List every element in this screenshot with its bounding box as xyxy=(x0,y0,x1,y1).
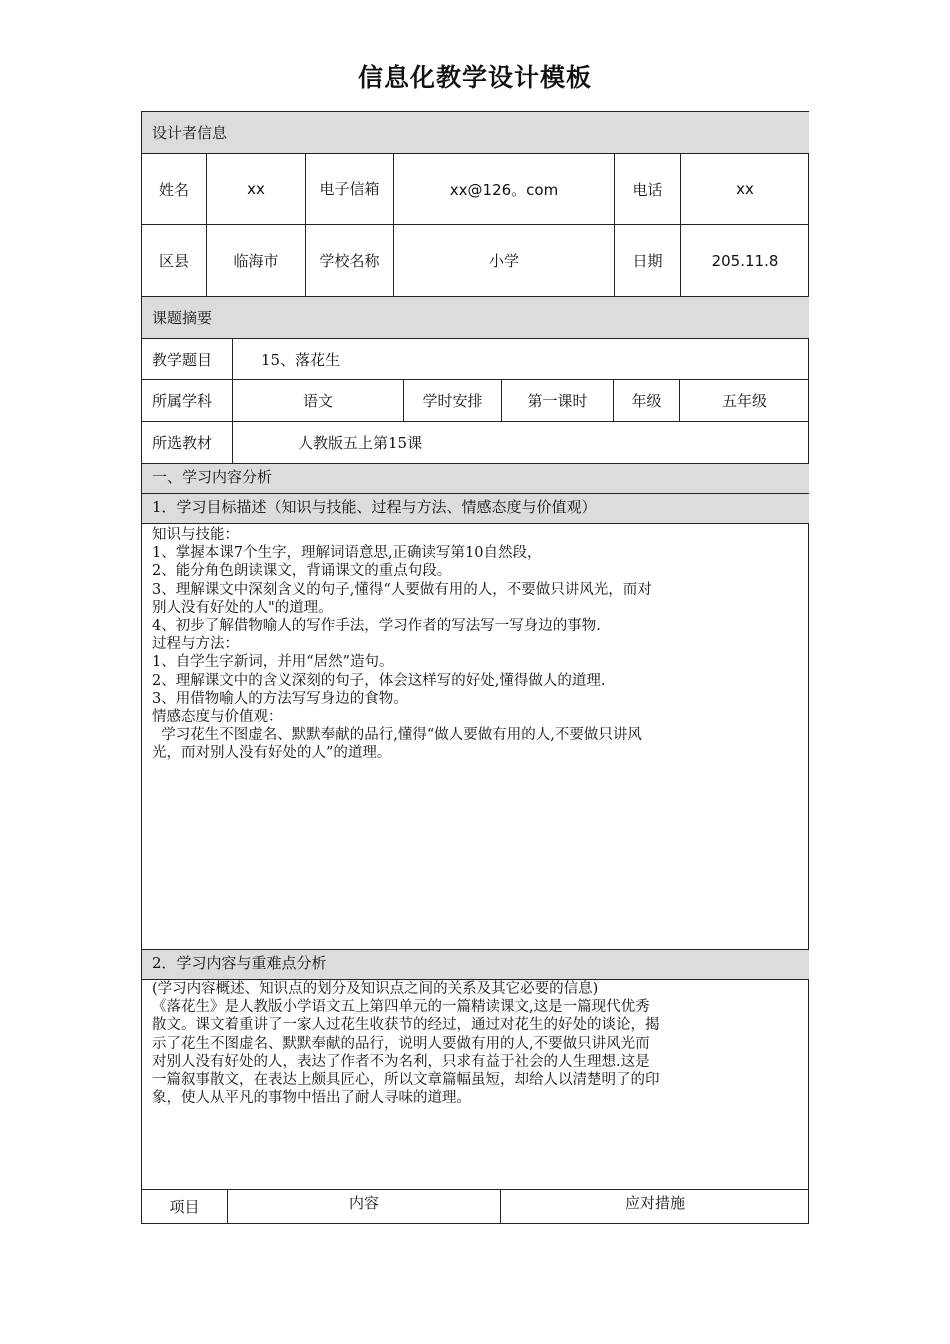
content-line: 象，使人从平凡的事物中悟出了耐人寻味的道理。 xyxy=(152,1090,471,1107)
design-table xyxy=(141,111,809,1224)
date-value: 205.11.8 xyxy=(681,225,809,297)
name-value: xx xyxy=(207,154,306,225)
district-value: 临海市 xyxy=(207,225,306,297)
goal-line: 1、自学生字新词，并用“居然”造句。 xyxy=(152,654,394,671)
subject-value: 语文 xyxy=(233,380,404,422)
subject-label: 所属学科 xyxy=(142,380,233,422)
goal-line: 2、能分角色朗读课文，背诵课文的重点句段。 xyxy=(152,563,452,580)
name-label: 姓名 xyxy=(142,154,207,225)
topic-value: 15、落花生 xyxy=(233,339,809,380)
goal-line: 3、用借物喻人的方法写写身边的食物。 xyxy=(152,690,408,707)
email-value: xx@126。com xyxy=(394,154,615,225)
goal-line: 别人没有好处的人"的道理。 xyxy=(152,599,333,616)
goal-header: 1．学习目标描述（知识与技能、过程与方法、情感态度与价值观） xyxy=(142,494,809,524)
goal-line: 光，而对别人没有好处的人”的道理。 xyxy=(152,745,392,762)
date-label: 日期 xyxy=(615,225,681,297)
table-header-item: 项目 xyxy=(142,1190,228,1223)
goal-text xyxy=(142,526,809,763)
textbook-label: 所选教材 xyxy=(142,422,233,464)
designer-info-header: 设计者信息 xyxy=(142,112,809,154)
school-label xyxy=(306,225,394,297)
goal-line: 知识与技能： xyxy=(152,527,239,543)
goal-line: 过程与方法： xyxy=(152,636,239,653)
goal-line: 1、掌握本课7个生字，理解词语意思,正确读写第10自然段， xyxy=(152,545,542,562)
schedule-value: 第一课时 xyxy=(502,380,614,422)
table-header-measures: 应对措施 xyxy=(624,1194,685,1212)
content-text xyxy=(142,980,809,1107)
grade-label: 年级 xyxy=(614,380,680,422)
content-line: 散文。课文着重讲了一家人过花生收获节的经过，通过对花生的好处的谈论，揭 xyxy=(152,1017,660,1034)
email-label-text: 电子信箱 xyxy=(319,180,380,198)
goal-line: 情感态度与价值观： xyxy=(152,709,283,726)
content-line: (学习内容概述、知识点的划分及知识点之间的关系及其它必要的信息) xyxy=(152,981,599,997)
summary-header: 课题摘要 xyxy=(142,297,809,339)
page-title: 信息化教学设计模板 xyxy=(357,63,592,92)
content-line: 一篇叙事散文，在表达上颇具匠心，所以文章篇幅虽短，却给人以清楚明了的印 xyxy=(152,1072,660,1089)
textbook-value: 人教版五上第15课 xyxy=(233,422,809,464)
table-header-content: 内容 xyxy=(228,1190,501,1223)
school-value: 小学 xyxy=(394,225,615,297)
content-line: 对别人没有好处的人，表达了作者不为名利，只求有益于社会的人生理想.这是 xyxy=(152,1053,650,1070)
goal-line: 学习花生不图虚名、默默奉献的品行,懂得“做人要做有用的人,不要做只讲风 xyxy=(152,727,642,744)
school-label-text: 学校名称 xyxy=(319,251,380,270)
content-line: 示了花生不图虚名、默默奉献的品行，说明人要做有用的人,不要做只讲风光而 xyxy=(152,1035,650,1052)
schedule-label: 学时安排 xyxy=(404,380,502,422)
content-line: 《落花生》是人教版小学语文五上第四单元的一篇精读课文,这是一篇现代优秀 xyxy=(152,999,650,1016)
topic-label: 教学题目 xyxy=(142,339,233,380)
goal-line: 2、理解课文中的含义深刻的句子，体会这样写的好处,懂得做人的道理. xyxy=(152,672,606,689)
phone-label: 电话 xyxy=(615,154,681,225)
district-label: 区县 xyxy=(142,225,207,297)
goal-line: 4、初步了解借物喻人的写作手法，学习作者的写法写一写身边的事物. xyxy=(152,618,601,635)
analysis-header: 一、学习内容分析 xyxy=(142,464,809,494)
content-text-cell xyxy=(142,980,809,1190)
content-header: 2．学习内容与重难点分析 xyxy=(142,950,809,980)
email-label xyxy=(306,154,394,225)
grade-value: 五年级 xyxy=(680,380,809,422)
phone-value: xx xyxy=(681,154,809,225)
goal-text-cell xyxy=(142,524,809,950)
goal-line: 3、理解课文中深刻含义的句子,懂得“人要做有用的人，不要做只讲风光，而对 xyxy=(152,581,652,598)
